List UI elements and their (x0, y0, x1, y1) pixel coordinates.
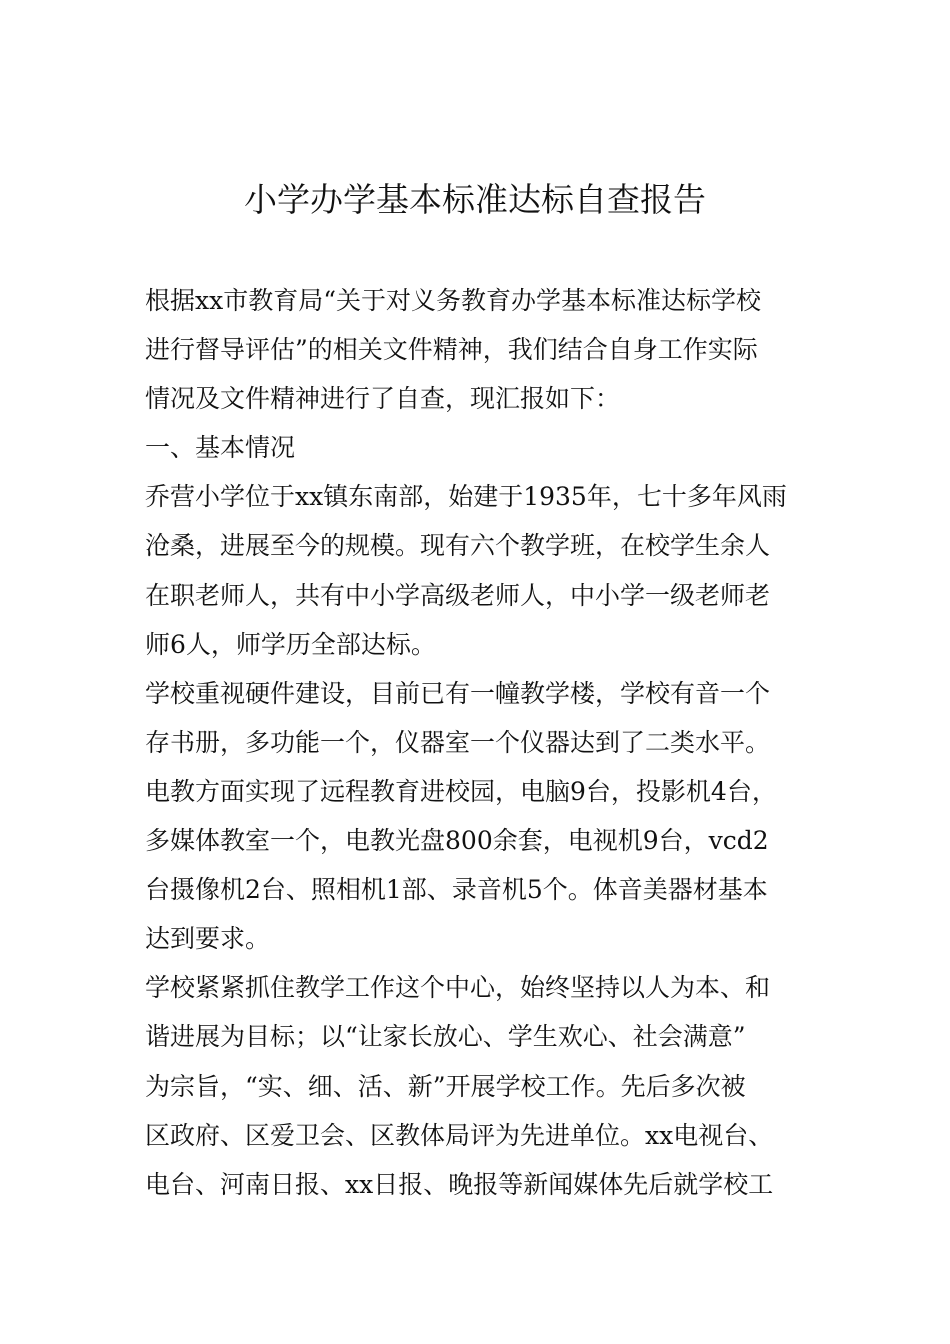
body-line: 多媒体教室一个，电教光盘800余套，电视机9台，vcd2 (145, 826, 769, 856)
body-line: 沧桑，进展至今的规模。现有六个教学班，在校学生余人 (145, 531, 771, 561)
body-line: 电台、河南日报、xx日报、晚报等新闻媒体先后就学校工 (145, 1169, 774, 1199)
document-title: 小学办学基本标准达标自查报告 (244, 180, 706, 219)
document-body (145, 276, 810, 1209)
body-line: 情况及文件精神进行了自查，现汇报如下： (145, 384, 621, 414)
body-line: 进行督导评估”的相关文件精神，我们结合自身工作实际 (145, 335, 758, 365)
body-line: 谐进展为目标；以“让家长放心、学生欢心、社会满意” (145, 1022, 746, 1052)
body-line: 根据xx市教育局“关于对义务教育办学基本标准达标学校 (145, 286, 761, 315)
body-line: 学校紧紧抓住教学工作这个中心，始终坚持以人为本、和 (145, 973, 771, 1003)
body-line: 存书册，多功能一个，仪器室一个仪器达到了二类水平。 (145, 727, 771, 757)
body-line: 为宗旨，“实、细、活、新”开展学校工作。先后多次被 (145, 1071, 746, 1101)
body-line: 学校重视硬件建设，目前已有一幢教学楼，学校有音一个 (145, 678, 771, 708)
body-line: 在职老师人，共有中小学高级老师人，中小学一级老师老 (145, 580, 771, 610)
body-line: 乔营小学位于xx镇东南部，始建于1935年，七十多年风雨 (145, 482, 787, 512)
body-line: 台摄像机2台、照相机1部、录音机5个。体音美器材基本 (145, 875, 768, 905)
body-line: 师6人，师学历全部达标。 (145, 629, 436, 659)
body-line: 达到要求。 (145, 924, 271, 954)
body-line: 区政府、区爱卫会、区教体局评为先进单位。xx电视台、 (145, 1120, 774, 1150)
section-heading: 一、基本情况 (145, 433, 296, 463)
body-line: 电教方面实现了远程教育进校园，电脑9台，投影机4台， (145, 776, 777, 806)
